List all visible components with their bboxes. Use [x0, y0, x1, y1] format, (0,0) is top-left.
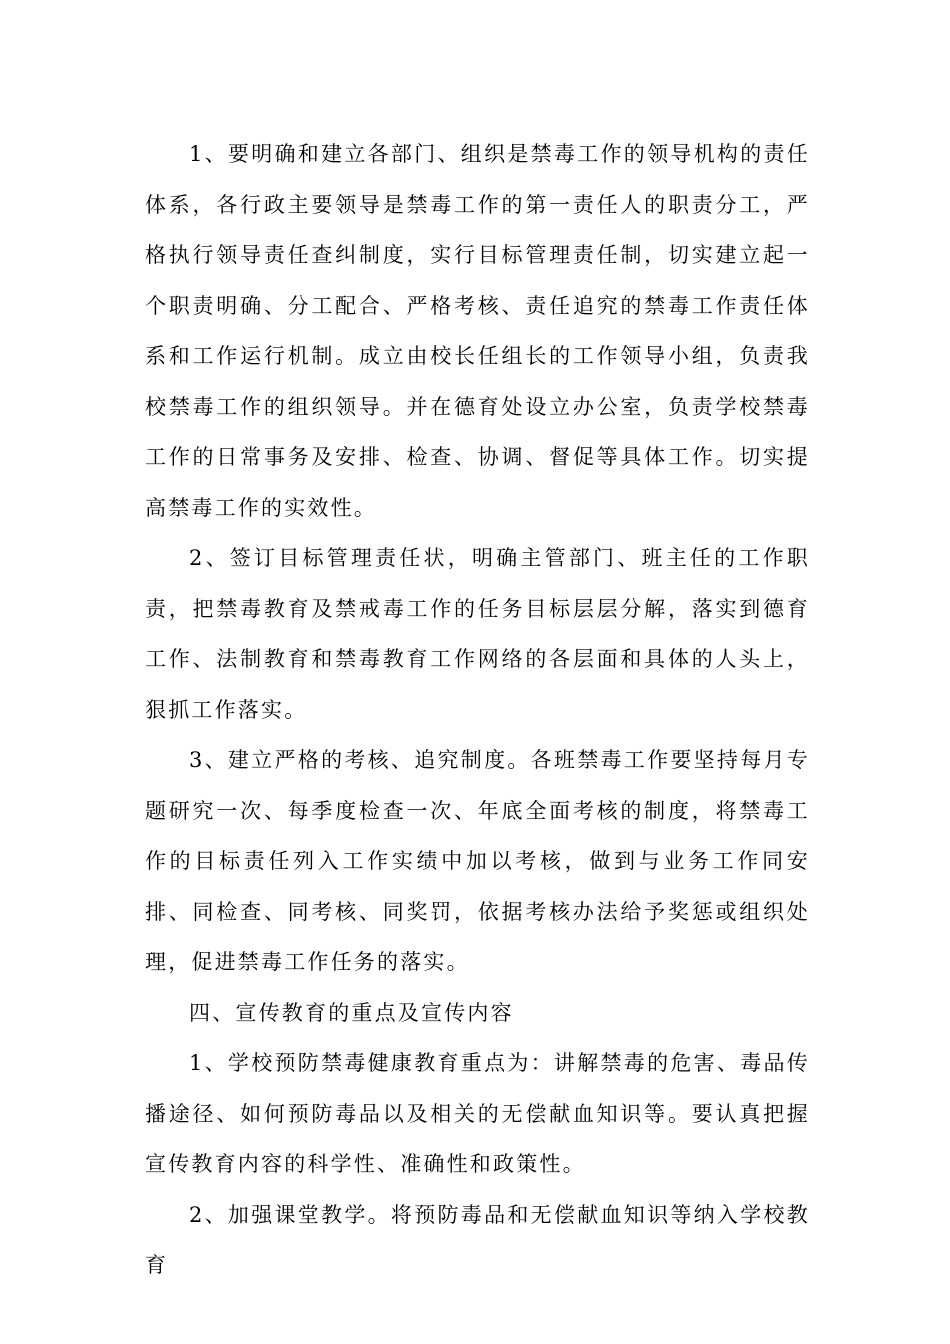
section-heading-publicity: 四、宣传教育的重点及宣传内容	[189, 1000, 514, 1025]
paragraph-classroom-teaching: 2、加强课堂教学。将预防毒品和无偿献血知识等纳入学校教育	[145, 1202, 810, 1277]
paragraph-assessment-system: 3、建立严格的考核、追究制度。各班禁毒工作要坚持每月专题研究一次、每季度检查一次、年底全面考核的制度，将禁毒工作的目标责任列入工作实绩中加以考核，做到与业务工作同安排、同检查、同考核、同奖罚，依据考核办法给予奖惩或组织处理，促进禁毒工作任务的落实。	[145, 748, 810, 974]
paragraph-responsibility-system: 1、要明确和建立各部门、组织是禁毒工作的领导机构的责任体系，各行政主要领导是禁毒工作的第一责任人的职责分工，严格执行领导责任查纠制度，实行目标管理责任制，切实建立起一个职责明确、分工配合、严格考核、责任追究的禁毒工作责任体系和工作运行机制。成立由校长任组长的工作领导小组，负责我校禁毒工作的组织领导。并在德育处设立办公室，负责学校禁毒工作的日常事务及安排、检查、协调、督促等具体工作。切实提高禁毒工作的实效性。	[145, 142, 810, 520]
paragraph-target-responsibility: 2、签订目标管理责任状，明确主管部门、班主任的工作职责，把禁毒教育及禁戒毒工作的任务目标层层分解，落实到德育工作、法制教育和禁毒教育工作网络的各层面和具体的人头上，狠抓工作落实。	[145, 546, 810, 722]
document-body	[145, 129, 810, 1291]
paragraph-education-focus: 1、学校预防禁毒健康教育重点为：讲解禁毒的危害、毒品传播途径、如何预防毒品以及相关的无偿献血知识等。要认真把握宣传教育内容的科学性、准确性和政策性。	[145, 1051, 810, 1176]
